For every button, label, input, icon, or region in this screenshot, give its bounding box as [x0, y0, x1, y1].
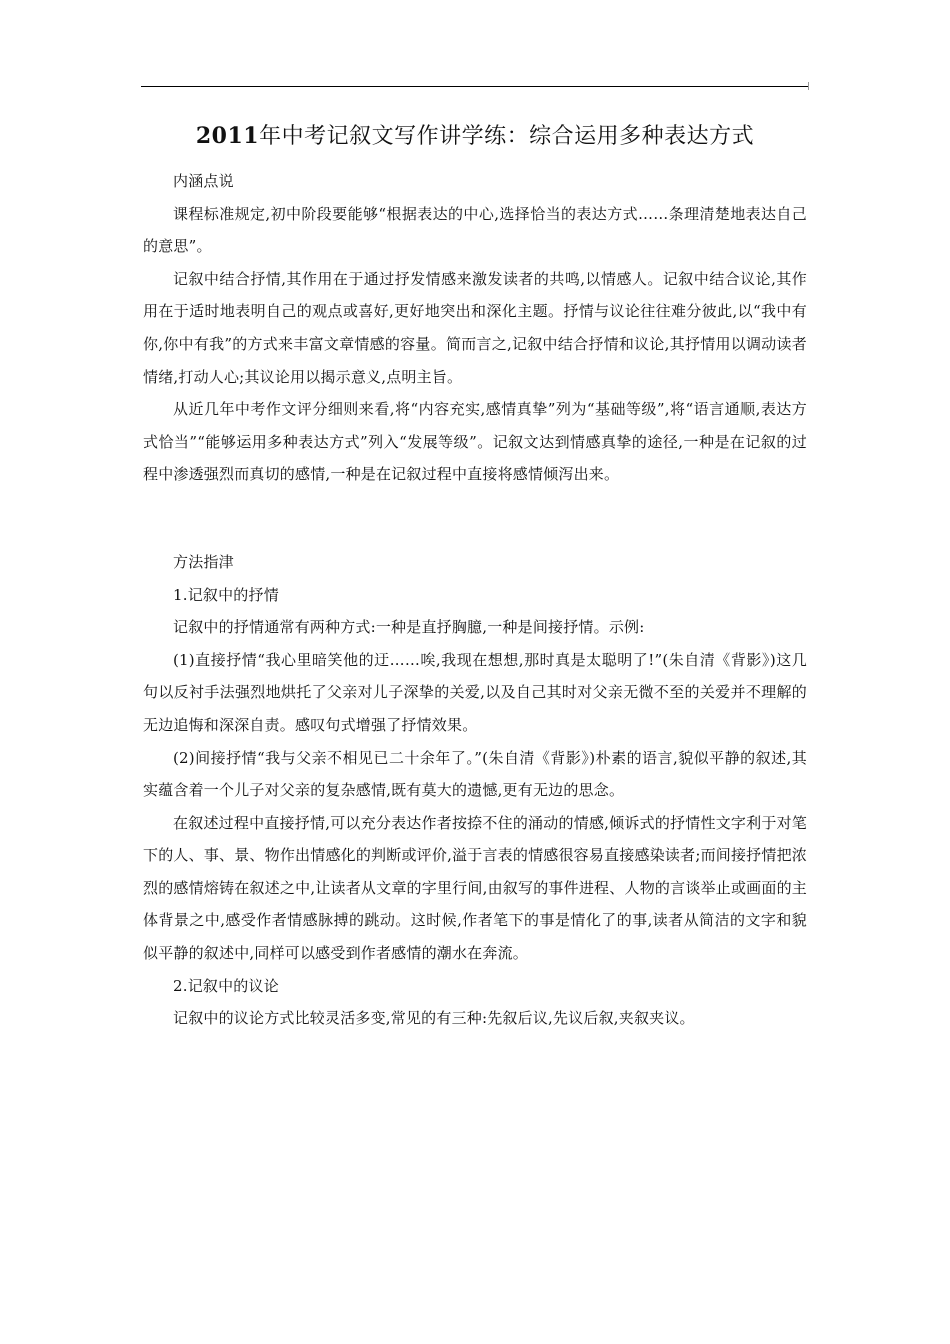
- section-heading-fangfa: 方法指津: [173, 552, 234, 571]
- document-body: [143, 112, 807, 1035]
- section-gap: [143, 491, 807, 546]
- document-title: [143, 112, 807, 161]
- paragraph-5: (1)直接抒情“我心里暗笑他的迂……唉,我现在想想,那时真是太聪明了!”(朱自清《背影》)这几句以反衬手法强烈地烘托了父亲对儿子深挚的关爱,以及自己其时对父亲无微不至的关爱并不理解的无边追悔和深深自责。感叹句式增强了抒情效果。: [143, 650, 807, 734]
- section-heading-neihan: 内涵点说: [173, 172, 234, 190]
- paragraph-8: 记叙中的议论方式比较灵活多变,常见的有三种:先叙后议,先议后叙,夹叙夹议。: [173, 1009, 695, 1028]
- paragraph-4: 记叙中的抒情通常有两种方式:一种是直抒胸臆,一种是间接抒情。示例:: [173, 618, 645, 637]
- paragraph-7: 在叙述过程中直接抒情,可以充分表达作者按捺不住的涌动的情感,倾诉式的抒情性文字利于对笔下的人、事、景、物作出情感化的判断或评价,溢于言表的情感很容易直接感染读者;而间接抒情把浓烈的感情熔铸在叙述之中,让读者从文章的字里行间,由叙写的事件进程、人物的言谈举止或画面的主体背景之中,感受作者情感脉搏的跳动。这时候,作者笔下的事是情化了的事,读者从简洁的文字和貌似平静的叙述中,同样可以感受到作者感情的潮水在奔流。: [143, 813, 807, 963]
- subheading-argument: 2.记叙中的议论: [173, 976, 279, 995]
- header-rule: [141, 86, 808, 87]
- paragraph-6: (2)间接抒情“我与父亲不相见已二十余年了。”(朱自清《背影》)朴素的语言,貌似平静的叙述,其实蕴含着一个儿子对父亲的复杂感情,既有莫大的遗憾,更有无边的思念。: [143, 748, 807, 800]
- paragraph-2: 记叙中结合抒情,其作用在于通过抒发情感来激发读者的共鸣,以情感人。记叙中结合议论,其作用在于适时地表明自己的观点或喜好,更好地突出和深化主题。抒情与议论往往难分彼此,以“我中有你,你中有我”的方式来丰富文章情感的容量。简而言之,记叙中结合抒情和议论,其抒情用以调动读者情绪,打动人心;其议论用以揭示意义,点明主旨。: [143, 269, 807, 386]
- paragraph-1: 课程标准规定,初中阶段要能够“根据表达的中心,选择恰当的表达方式……条理清楚地表达自己的意思”。: [143, 204, 807, 256]
- title-text: 年中考记叙文写作讲学练：综合运用多种表达方式: [259, 124, 755, 149]
- title-year: 2011: [195, 123, 260, 149]
- paragraph-3: 从近几年中考作文评分细则来看,将“内容充实,感情真挚”列为“基础等级”,将“语言通顺,表达方式恰当”“能够运用多种表达方式”列入“发展等级”。记叙文达到情感真挚的途径,一种是在记叙的过程中渗透强烈而真切的感情,一种是在记叙过程中直接将感情倾泻出来。: [143, 400, 807, 484]
- subheading-lyric: 1.记叙中的抒情: [173, 585, 279, 604]
- header-rule-tick: [808, 82, 809, 90]
